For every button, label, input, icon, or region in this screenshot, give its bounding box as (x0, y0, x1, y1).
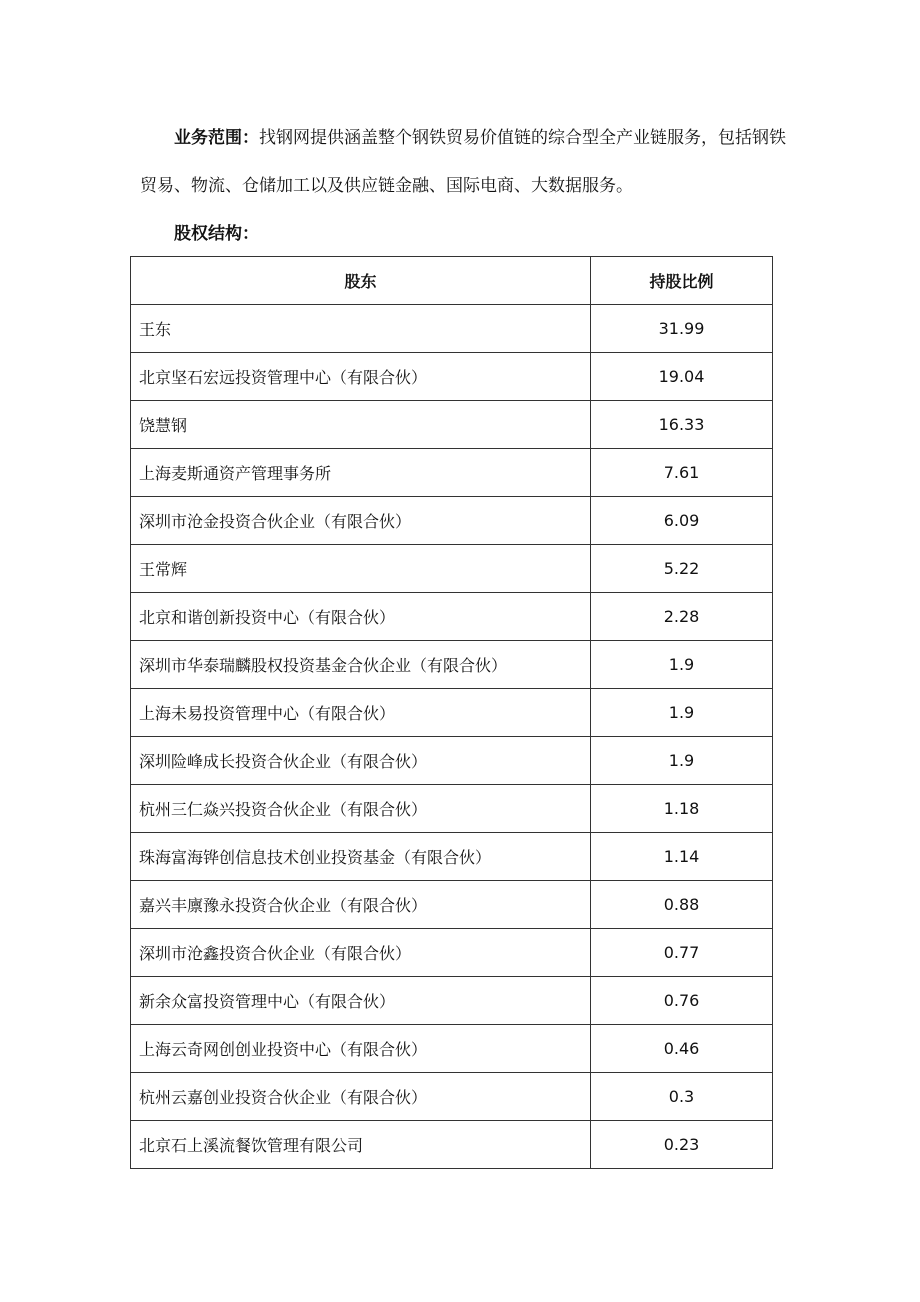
equity-table-body (131, 305, 773, 1169)
shareholding-ratio: 0.46 (591, 1025, 773, 1073)
business-scope-paragraph (140, 114, 790, 210)
shareholding-ratio: 6.09 (591, 497, 773, 545)
shareholding-ratio: 2.28 (591, 593, 773, 641)
shareholder-name: 北京和谐创新投资中心（有限合伙） (131, 593, 591, 641)
table-row (131, 401, 773, 449)
table-row (131, 305, 773, 353)
shareholding-ratio: 1.9 (591, 737, 773, 785)
shareholder-name: 上海麦斯通资产管理事务所 (131, 449, 591, 497)
shareholder-name: 王东 (131, 305, 591, 353)
shareholder-name: 深圳险峰成长投资合伙企业（有限合伙） (131, 737, 591, 785)
table-row (131, 497, 773, 545)
table-row (131, 449, 773, 497)
shareholder-name: 新余众富投资管理中心（有限合伙） (131, 977, 591, 1025)
shareholding-ratio: 5.22 (591, 545, 773, 593)
shareholder-name: 王常辉 (131, 545, 591, 593)
business-scope-label: 业务范围： (174, 128, 259, 148)
table-header-row (131, 257, 773, 305)
shareholder-name: 珠海富海铧创信息技术创业投资基金（有限合伙） (131, 833, 591, 881)
table-row (131, 833, 773, 881)
table-row (131, 593, 773, 641)
shareholder-name: 北京坚石宏远投资管理中心（有限合伙） (131, 353, 591, 401)
shareholding-ratio: 16.33 (591, 401, 773, 449)
table-row (131, 689, 773, 737)
shareholding-ratio: 1.18 (591, 785, 773, 833)
shareholder-name: 深圳市沧鑫投资合伙企业（有限合伙） (131, 929, 591, 977)
shareholder-name: 深圳市沧金投资合伙企业（有限合伙） (131, 497, 591, 545)
table-row (131, 545, 773, 593)
shareholder-name: 上海云奇网创创业投资中心（有限合伙） (131, 1025, 591, 1073)
shareholder-name: 上海未易投资管理中心（有限合伙） (131, 689, 591, 737)
shareholding-ratio: 19.04 (591, 353, 773, 401)
equity-table (130, 256, 773, 1169)
shareholding-ratio: 0.3 (591, 1073, 773, 1121)
shareholding-ratio: 7.61 (591, 449, 773, 497)
table-row (131, 977, 773, 1025)
shareholding-ratio: 1.14 (591, 833, 773, 881)
table-row (131, 737, 773, 785)
table-row (131, 641, 773, 689)
shareholding-ratio: 0.88 (591, 881, 773, 929)
table-row (131, 785, 773, 833)
shareholding-ratio: 1.9 (591, 641, 773, 689)
shareholding-ratio: 0.76 (591, 977, 773, 1025)
shareholding-ratio: 1.9 (591, 689, 773, 737)
shareholder-name: 杭州云嘉创业投资合伙企业（有限合伙） (131, 1073, 591, 1121)
table-row (131, 881, 773, 929)
shareholder-name: 饶慧钢 (131, 401, 591, 449)
table-row (131, 1025, 773, 1073)
equity-structure-heading: 股权结构： (174, 224, 259, 244)
business-scope-text: 找钢网提供涵盖整个钢铁贸易价值链的综合型全产业链服务，包括钢铁贸易、物流、仓储加工以及供应链金融、国际电商、大数据服务。 (140, 128, 786, 196)
shareholder-name: 深圳市华泰瑞麟股权投资基金合伙企业（有限合伙） (131, 641, 591, 689)
shareholding-ratio: 31.99 (591, 305, 773, 353)
shareholder-name: 北京石上溪流餐饮管理有限公司 (131, 1121, 591, 1169)
table-row (131, 353, 773, 401)
shareholder-name: 嘉兴丰廪豫永投资合伙企业（有限合伙） (131, 881, 591, 929)
shareholding-ratio: 0.23 (591, 1121, 773, 1169)
header-shareholding-ratio: 持股比例 (591, 257, 773, 305)
table-row (131, 1121, 773, 1169)
shareholder-name: 杭州三仁焱兴投资合伙企业（有限合伙） (131, 785, 591, 833)
header-shareholder: 股东 (131, 257, 591, 305)
shareholding-ratio: 0.77 (591, 929, 773, 977)
table-row (131, 929, 773, 977)
table-row (131, 1073, 773, 1121)
